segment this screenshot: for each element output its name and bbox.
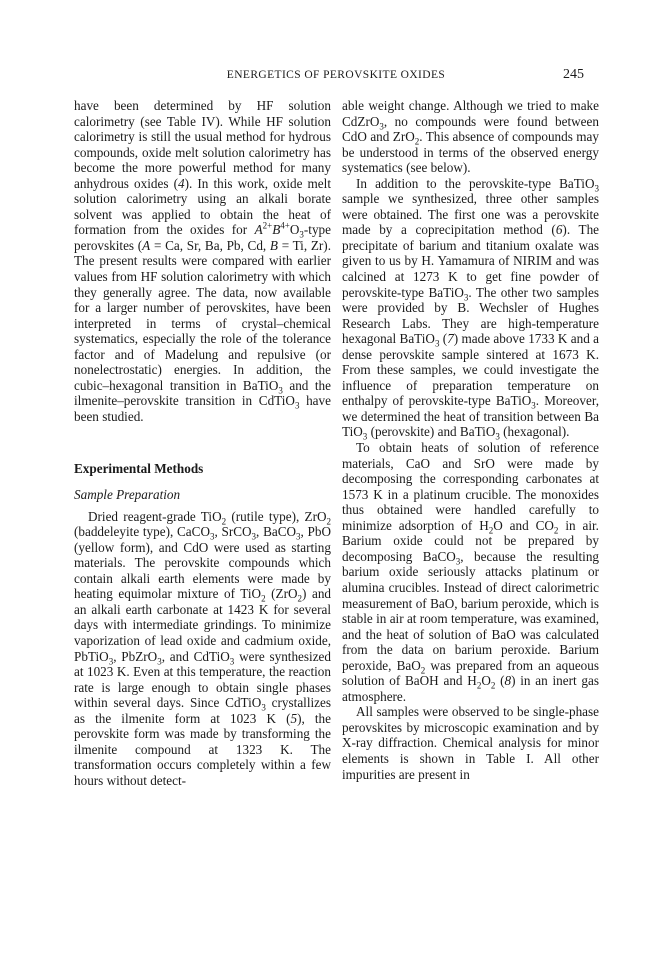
paragraph: All samples were observed to be single-phase perovskites by microscopic examination and by X-ray diffraction. Chemical analysis for minor elements is shown in Table I. All other impurities are present in <box>342 704 599 782</box>
running-header <box>0 66 672 86</box>
paragraph: In addition to the perovskite-type BaTiO$_3$ sample we synthesized, three other samples were obtained. The first one was a perovskite made by a coprecipitation method (6). The precipitate of barium and titanium oxalate was given to us by H. Yamamura of NIRIM and was calcined at 1273 K to get fine powder of perovskite-type BaTiO$_3$. The other two samples were provided by B. Wechsler of Hughes Research Labs. They are high-temperature hexagonal BaTiO$_3$ (7) made above 1733 K and a dense perovskite sample sintered at 1673 K. From these samples, we could investigate the influence of preparation temperature on enthalpy of perovskite-type BaTiO$_3$. Moreover, we determined the heat of transition between Ba TiO$_3$ (perovskite) and BaTiO$_3$ (hexagonal). <box>342 175 600 443</box>
right-column <box>342 98 599 782</box>
paragraph: able weight change. Although we tried to make CdZrO$_3$, no compounds were found between CdO and ZrO$_2$. This absence of compounds may be understood in terms of the observed energy systematics (see below). <box>342 98 599 176</box>
running-title: ENERGETICS OF PEROVSKITE OXIDES <box>226 69 446 81</box>
subsection-heading: Sample Preparation <box>74 487 181 503</box>
paragraph: Dried reagent-grade TiO$_2$ (rutile type), ZrO$_2$ (baddeleyite type), CaCO$_3$, SrCO$_3$, BaCO$_3$, PbO (yellow form), and CdO were used as starting materials. The perovskite compounds which contain alkali earth elements were made by heating equimolar mixture of TiO$_2$ (ZrO$_2$) and an alkali earth carbonate at 1423 K for several days with intermediate grindings. To minimize vaporization of lead oxide and cadmium oxide, PbTiO$_3$, PbZrO$_3$, and CdTiO$_3$ were synthesized at 1023 K. Even at this temperature, the reaction rate is large enough to obtain single phases within several days. Since CdTiO$_3$ crystallizes as the ilmenite form at 1023 K (5), the perovskite form was made by transforming the ilmenite compound at 1323 K. The transformation occurs completely within a few hours without detect- <box>74 508 332 788</box>
paragraph: have been determined by HF solution calorimetry (see Table IV). While HF solution calorimetry is still the usual method for hydrous compounds, oxide melt solution calorimetry has become the more powerful method for many anhydrous oxides (4). In this work, oxide melt solution calorimetry using an alkali borate solvent was applied to obtain the heat of formation from the oxides for $A^{2+}B^{4+}O_3$-type perovskites (A = Ca, Sr, Ba, Pb, Cd, B = Ti, Zr). The present results were compared with earlier values from HF solution calorimetry with which they generally agree. The data, now available for a larger number of perovskites, have been interpreted in terms of crystal–chemical systematics, especially the role of the tolerance factor and of Madelung and repulsive (or nonelectrostatic) energies. In addition, the cubic–hexagonal transition in BaTiO$_3$ and the ilmenite–perovskite transition in CdTiO$_3$ have been studied. <box>74 98 331 424</box>
left-column <box>74 98 331 788</box>
page-number: 245 <box>563 67 584 82</box>
paragraph: To obtain heats of solution of reference materials, CaO and SrO were made by decomposing the corresponding carbonates at 1573 K in a platinum crucible. The monoxides thus obtained were handled carefully to minimize adsorption of $H_2O$ and $CO_2$ in air. Barium oxide could not be prepared by decomposing BaCO$_3$, because the resulting barium oxide seriously attacks platinum or alumina crucibles. Instead of direct calorimetric measurement of BaO, barium peroxide, which is stable in air at room temperature, was examined, and the heat of solution of BaO was calculated from the data on barium peroxide. Barium peroxide, BaO$_2$ was prepared from an aqueous solution of BaOH and $H_2O_2$ (8) in an inert gas atmosphere. <box>342 440 600 704</box>
section-heading: Experimental Methods <box>74 461 204 477</box>
